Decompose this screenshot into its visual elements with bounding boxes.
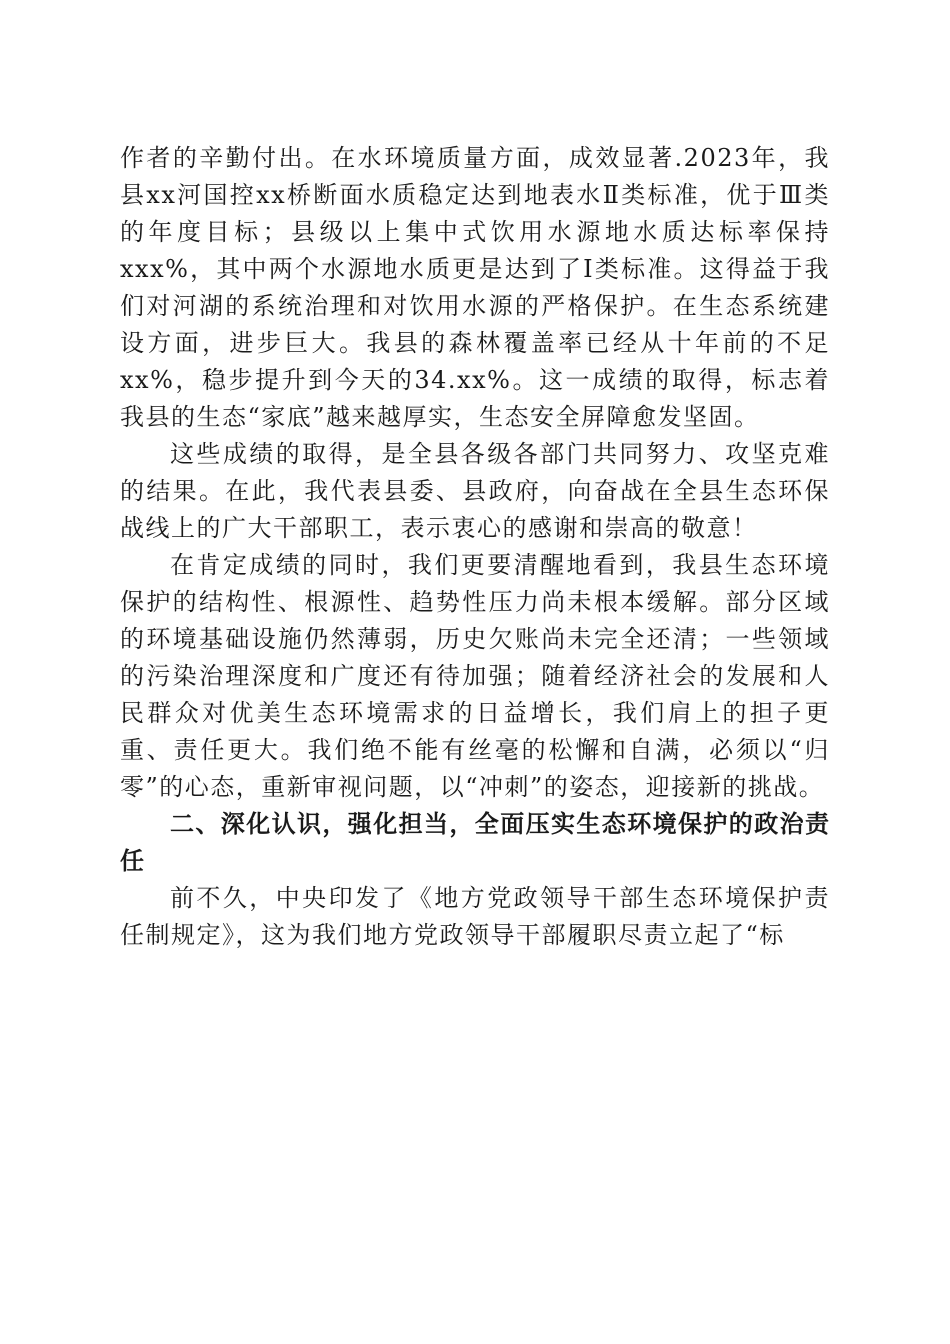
paragraph-water-ecology-achievements: 作者的辛勤付出。在水环境质量方面，成效显著.2023年，我县xx河国控xx桥断面水质稳定达到地表水Ⅱ类标准，优于Ⅲ类的年度目标；县级以上集中式饮用水源地水质达标率保持xxx%，其中两个水源地水质更是达到了Ⅰ类标准。这得益于我们对河湖的系统治理和对饮用水源的严格保护。在生态系统建设方面，进步巨大。我县的森林覆盖率已经从十年前的不足xx%，稳步提升到今天的34.xx%。这一成绩的取得，标志着我县的生态“家底”越来越厚实，生态安全屏障愈发坚固。	[120, 144, 830, 431]
section-heading-2: 二、深化认识，强化担当，全面压实生态环境保护的政治责任	[120, 810, 830, 875]
paragraph-responsibility-regulation: 前不久，中央印发了《地方党政领导干部生态环境保护责任制规定》，这为我们地方党政领导干部履职尽责立起了“标	[120, 884, 830, 949]
paragraph-challenges: 在肯定成绩的同时，我们更要清醒地看到，我县生态环境保护的结构性、根源性、趋势性压力尚未根本缓解。部分区域的环境基础设施仍然薄弱，历史欠账尚未完全还清；一些领域的污染治理深度和广度还有待加强；随着经济社会的发展和人民群众对优美生态环境需求的日益增长，我们肩上的担子更重、责任更大。我们绝不能有丝毫的松懈和自满，必须以“归零”的心态，重新审视问题，以“冲刺”的姿态，迎接新的挑战。	[120, 551, 830, 801]
paragraph-gratitude: 这些成绩的取得，是全县各级各部门共同努力、攻坚克难的结果。在此，我代表县委、县政府，向奋战在全县生态环保战线上的广大干部职工，表示衷心的感谢和崇高的敬意！	[120, 440, 830, 542]
document-body	[120, 140, 830, 954]
